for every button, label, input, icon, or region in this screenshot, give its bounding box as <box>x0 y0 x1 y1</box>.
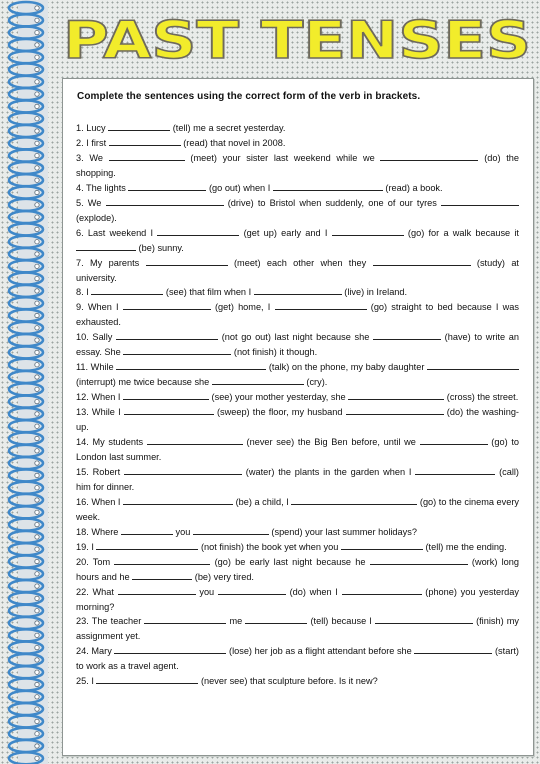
punch-hole <box>35 80 39 84</box>
punch-hole <box>35 153 39 157</box>
answer-blank[interactable] <box>114 555 210 565</box>
sentence-17 <box>76 525 519 540</box>
sentence-text: (be) very tired. <box>192 571 254 582</box>
punch-hole <box>35 141 39 145</box>
sentence-11 <box>76 360 519 390</box>
answer-blank[interactable] <box>128 181 206 191</box>
sentence-text: (cross) the street. <box>444 392 519 403</box>
sentence-text: (do) the shopping. <box>76 152 520 178</box>
sentence-text: 6. Last weekend I <box>76 227 158 238</box>
sentence-text: you <box>195 586 218 597</box>
sentence-text: 23. The teacher <box>76 616 145 627</box>
punch-hole <box>35 215 39 219</box>
answer-blank[interactable] <box>108 121 170 131</box>
punch-hole <box>35 645 39 649</box>
punch-hole <box>35 178 39 182</box>
sentence-22 <box>76 644 519 674</box>
sentence-text: (read) a book. <box>382 182 443 193</box>
sentence-text: 12. When I <box>76 392 123 403</box>
sentence-23 <box>76 674 519 689</box>
punch-hole <box>35 412 39 416</box>
sentence-text: (tell) because I <box>307 616 375 627</box>
punch-hole <box>35 682 39 686</box>
sentence-text: (call) him for dinner. <box>76 466 519 492</box>
answer-blank[interactable] <box>332 226 404 236</box>
answer-blank[interactable] <box>116 360 266 370</box>
sentence-text: (start) to work as a travel agent. <box>76 646 519 672</box>
sentence-text: (study) at university. <box>76 257 519 283</box>
sentence-1 <box>76 121 519 136</box>
punch-hole <box>35 289 39 293</box>
answer-blank[interactable] <box>441 196 519 206</box>
sentence-text: (go) for a walk because it <box>403 227 519 238</box>
answer-blank[interactable] <box>291 495 417 505</box>
punch-hole <box>35 264 39 268</box>
punch-hole <box>35 338 39 342</box>
spiral-binding <box>4 0 48 764</box>
punch-hole <box>35 227 39 231</box>
answer-blank[interactable] <box>342 585 422 595</box>
punch-hole <box>35 276 39 280</box>
answer-blank[interactable] <box>346 405 444 415</box>
sentence-text: 3. We <box>76 152 109 163</box>
sentence-text: (go) be early last night because he <box>210 556 370 567</box>
punch-hole <box>35 486 39 490</box>
answer-blank[interactable] <box>96 540 198 550</box>
page-title-text: PAST TENSES <box>63 11 531 68</box>
sentence-text: (cry). <box>303 377 328 388</box>
sentence-text: (not go out) last night because she <box>218 332 374 343</box>
sentence-text: (be) a child, I <box>233 496 292 507</box>
sentence-18 <box>76 540 519 555</box>
exercise-list <box>76 121 519 689</box>
sentence-text: me <box>226 616 246 627</box>
punch-hole <box>35 375 39 379</box>
answer-blank[interactable] <box>76 241 136 251</box>
punch-hole <box>35 572 39 576</box>
answer-blank[interactable] <box>157 226 239 236</box>
sentence-text: (get) home, I <box>210 302 275 313</box>
sentence-text: 10. Sally <box>76 332 117 343</box>
answer-blank[interactable] <box>375 614 473 624</box>
answer-blank[interactable] <box>118 585 196 595</box>
sentence-8 <box>76 285 519 300</box>
answer-blank[interactable] <box>96 674 198 684</box>
sentence-text: (never see) the Big Ben before, until we <box>242 437 420 448</box>
answer-blank[interactable] <box>114 644 226 654</box>
sentence-text: (talk) on the phone, my baby daughter <box>266 362 427 373</box>
punch-hole <box>35 350 39 354</box>
sentence-text: (phone) you yesterday morning? <box>76 586 519 612</box>
punch-hole <box>35 55 39 59</box>
sentence-text: 2. I first <box>76 137 109 148</box>
sentence-text: you <box>172 526 193 537</box>
answer-blank[interactable] <box>273 181 383 191</box>
sentence-2 <box>76 136 519 151</box>
punch-hole <box>35 240 39 244</box>
sentence-text: 16. When I <box>76 496 124 507</box>
sentence-text: (explode). <box>76 212 117 223</box>
answer-blank[interactable] <box>132 570 192 580</box>
sentence-text: (not finish) the book yet when you <box>198 541 341 552</box>
answer-blank[interactable] <box>275 300 367 310</box>
sentence-text: (have) to write an essay. She <box>76 332 519 358</box>
punch-hole <box>35 363 39 367</box>
answer-blank[interactable] <box>144 614 226 624</box>
sentence-text: (read) that novel in 2008. <box>180 137 286 148</box>
sentence-text: (get up) early and I <box>239 227 332 238</box>
answer-blank[interactable] <box>124 405 214 415</box>
sentence-5 <box>76 196 519 226</box>
sentence-7 <box>76 256 519 286</box>
answer-blank[interactable] <box>146 256 228 266</box>
punch-hole <box>35 92 39 96</box>
sentence-text: (drive) to Bristol when suddenly, one of our tyres <box>223 197 441 208</box>
sentence-text: (never see) that sculpture before. Is it new? <box>198 676 378 687</box>
punch-hole <box>35 584 39 588</box>
sentence-21 <box>76 614 519 644</box>
sentence-text: 13. While I <box>76 407 124 418</box>
punch-hole <box>35 461 39 465</box>
sentence-text: 5. We <box>76 197 106 208</box>
sentence-text: (go out) when I <box>206 182 273 193</box>
punch-hole <box>35 473 39 477</box>
punch-hole <box>35 18 39 22</box>
sentence-16 <box>76 495 519 525</box>
sentence-text: (go) to London last summer. <box>76 437 519 462</box>
punch-hole <box>35 6 39 10</box>
answer-blank[interactable] <box>254 285 342 295</box>
punch-hole <box>35 203 39 207</box>
sentence-text: (finish) my assignment yet. <box>76 616 519 642</box>
answer-blank[interactable] <box>414 644 492 654</box>
punch-hole <box>35 621 39 625</box>
sentence-text: 4. The lights <box>76 182 129 193</box>
sentence-text: 1. Lucy <box>76 123 109 133</box>
sentence-14 <box>76 435 519 465</box>
sentence-text: (meet) your sister last weekend while we <box>184 152 381 163</box>
sentence-6 <box>76 226 519 256</box>
punch-hole <box>35 559 39 563</box>
page-title <box>58 6 536 68</box>
sentence-13 <box>76 405 519 435</box>
sentence-text: (not finish) it though. <box>231 347 318 358</box>
answer-blank[interactable] <box>245 614 307 624</box>
sentence-3 <box>76 151 519 181</box>
answer-blank[interactable] <box>91 285 163 295</box>
punch-hole <box>35 252 39 256</box>
answer-blank[interactable] <box>373 256 471 266</box>
answer-blank[interactable] <box>109 151 185 161</box>
sentence-4 <box>76 181 519 196</box>
answer-blank[interactable] <box>348 390 444 400</box>
sentence-text: 15. Robert <box>76 466 124 477</box>
sentence-text: 14. My students <box>76 437 147 448</box>
punch-hole <box>35 399 39 403</box>
answer-blank[interactable] <box>147 435 243 445</box>
punch-hole <box>35 535 39 539</box>
punch-hole <box>35 387 39 391</box>
sentence-text: (do) the washing-up. <box>76 407 519 433</box>
sentence-15 <box>76 465 519 495</box>
answer-blank[interactable] <box>341 540 423 550</box>
punch-hole <box>35 301 39 305</box>
punch-hole <box>35 67 39 71</box>
answer-blank[interactable] <box>106 196 224 206</box>
sentence-text: 20. Tom <box>76 556 115 567</box>
answer-blank[interactable] <box>380 151 478 161</box>
exercise-sheet <box>62 78 534 756</box>
punch-hole <box>35 43 39 47</box>
punch-hole <box>35 719 39 723</box>
answer-blank[interactable] <box>415 465 495 475</box>
sentence-text: (see) your mother yesterday, she <box>208 392 349 403</box>
sentence-text: 9. When I <box>76 302 123 313</box>
instructions: Complete the sentences using the correct form of the verb in brackets. <box>77 91 421 102</box>
sentence-20 <box>76 585 519 615</box>
punch-hole <box>35 166 39 170</box>
sentence-text: 24. Mary <box>76 646 115 657</box>
sentence-10 <box>76 330 519 360</box>
answer-blank[interactable] <box>212 375 304 385</box>
punch-hole <box>35 695 39 699</box>
sentence-text: (spend) your last summer holidays? <box>268 526 417 537</box>
sentence-text: (work) long hours and he <box>76 556 519 582</box>
punch-hole <box>35 658 39 662</box>
answer-blank[interactable] <box>124 465 242 475</box>
sentence-text: (be) sunny. <box>136 242 184 253</box>
sentence-text: (interrupt) me twice because she <box>76 377 212 388</box>
sentence-9 <box>76 300 519 330</box>
sentence-text: 18. Where <box>76 526 121 537</box>
answer-blank[interactable] <box>420 435 488 445</box>
punch-hole <box>35 596 39 600</box>
sentence-text: 8. I <box>76 287 92 298</box>
punch-hole <box>35 449 39 453</box>
sentence-text: 19. I <box>76 541 97 552</box>
answer-blank[interactable] <box>123 300 211 310</box>
answer-blank[interactable] <box>373 330 441 340</box>
punch-hole <box>35 633 39 637</box>
answer-blank[interactable] <box>109 136 181 146</box>
sentence-text: (live) in Ireland. <box>341 287 408 298</box>
punch-hole <box>35 104 39 108</box>
sentence-text: (sweep) the floor, my husband <box>213 407 346 418</box>
punch-hole <box>35 117 39 121</box>
answer-blank[interactable] <box>123 345 231 355</box>
punch-hole <box>35 609 39 613</box>
sentence-text: (tell) me the ending. <box>422 541 507 552</box>
punch-hole <box>35 326 39 330</box>
punch-hole <box>35 190 39 194</box>
punch-hole <box>35 744 39 748</box>
punch-hole <box>35 313 39 317</box>
sentence-text: (meet) each other when they <box>227 257 373 268</box>
punch-hole <box>35 707 39 711</box>
sentence-text: (go) straight to bed because I was exhausted. <box>76 302 519 328</box>
sentence-text: (do) when I <box>285 586 342 597</box>
answer-blank[interactable] <box>116 330 218 340</box>
punch-hole <box>35 756 39 760</box>
punch-hole <box>35 424 39 428</box>
punch-hole <box>35 522 39 526</box>
answer-blank[interactable] <box>218 585 286 595</box>
sentence-text: 25. I <box>76 676 97 687</box>
sentence-text: (tell) me a secret yesterday. <box>170 123 286 133</box>
punch-hole <box>35 732 39 736</box>
sentence-text: 7. My parents <box>76 257 146 268</box>
punch-hole <box>35 436 39 440</box>
answer-blank[interactable] <box>370 555 468 565</box>
sentence-text: (water) the plants in the garden when I <box>241 466 416 477</box>
sentence-text: (lose) her job as a flight attendant before she <box>226 646 415 657</box>
punch-hole <box>35 30 39 34</box>
punch-hole <box>35 547 39 551</box>
answer-blank[interactable] <box>123 390 209 400</box>
sentence-text: (go) to the cinema every week. <box>76 496 519 522</box>
sentence-19 <box>76 555 519 585</box>
sentence-text: 11. While <box>76 362 117 373</box>
sentence-text: 22. What <box>76 586 118 597</box>
answer-blank[interactable] <box>123 495 233 505</box>
answer-blank[interactable] <box>121 525 173 535</box>
punch-hole <box>35 510 39 514</box>
punch-hole <box>35 670 39 674</box>
punch-hole <box>35 129 39 133</box>
punch-hole <box>35 498 39 502</box>
answer-blank[interactable] <box>427 360 519 370</box>
sentence-12 <box>76 390 519 405</box>
answer-blank[interactable] <box>193 525 269 535</box>
sentence-text: (see) that film when I <box>163 287 254 298</box>
